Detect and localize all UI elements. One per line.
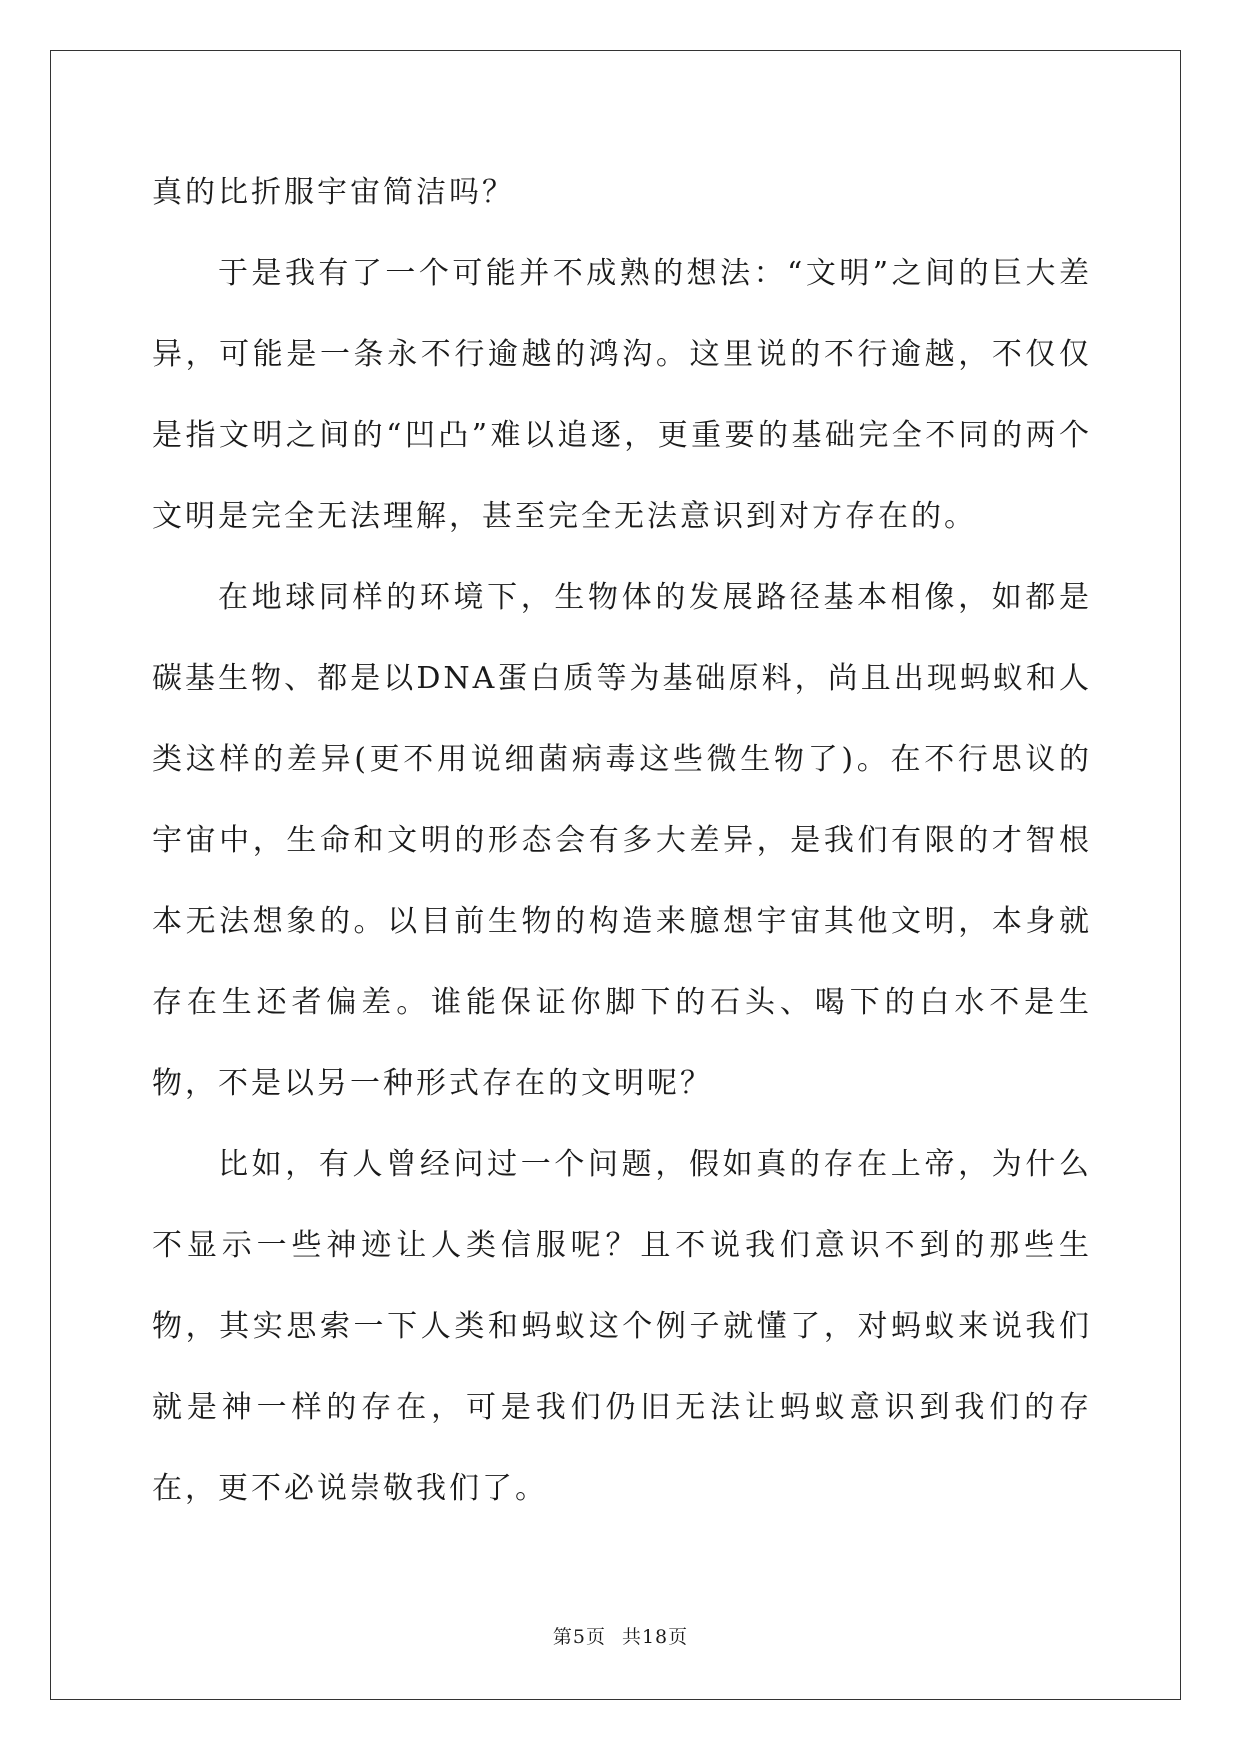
paragraph-4: 比如，有人曾经问过一个问题，假如真的存在上帝，为什么不显示一些神迹让人类信服呢？且不说我们意识不到的那些生物，其实思索一下人类和蚂蚁这个例子就懂了，对蚂蚁来说我们就是神一样的存在，可是我们仍旧无法让蚂蚁意识到我们的存在，更不必说崇敬我们了。 xyxy=(152,1147,1092,1506)
page-total: 共18页 xyxy=(621,1626,689,1648)
paragraph-3: 在地球同样的环境下，生物体的发展路径基本相像，如都是碳基生物、都是以DNA蛋白质等为基础原料，尚且出现蚂蚁和人类这样的差异(更不用说细菌病毒这些微生物了)。在不行思议的宇宙中，生命和文明的形态会有多大差异，是我们有限的才智根本无法想象的。以目前生物的构造来臆想宇宙其他文明，本身就存在生还者偏差。谁能保证你脚下的石头、喝下的白水不是生物，不是以另一种形式存在的文明呢？ xyxy=(152,580,1092,1101)
page-footer xyxy=(0,1622,1241,1649)
paragraph-2: 于是我有了一个可能并不成熟的想法：“文明”之间的巨大差异，可能是一条永不行逾越的鸿沟。这里说的不行逾越，不仅仅是指文明之间的“凹凸”难以追逐，更重要的基础完全不同的两个文明是完全无法理解，甚至完全无法意识到对方存在的。 xyxy=(152,256,1092,534)
page-number: 第5页 xyxy=(552,1626,606,1648)
paragraph-1: 真的比折服宇宙简洁吗？ xyxy=(152,175,515,210)
document-body xyxy=(152,152,1092,1529)
